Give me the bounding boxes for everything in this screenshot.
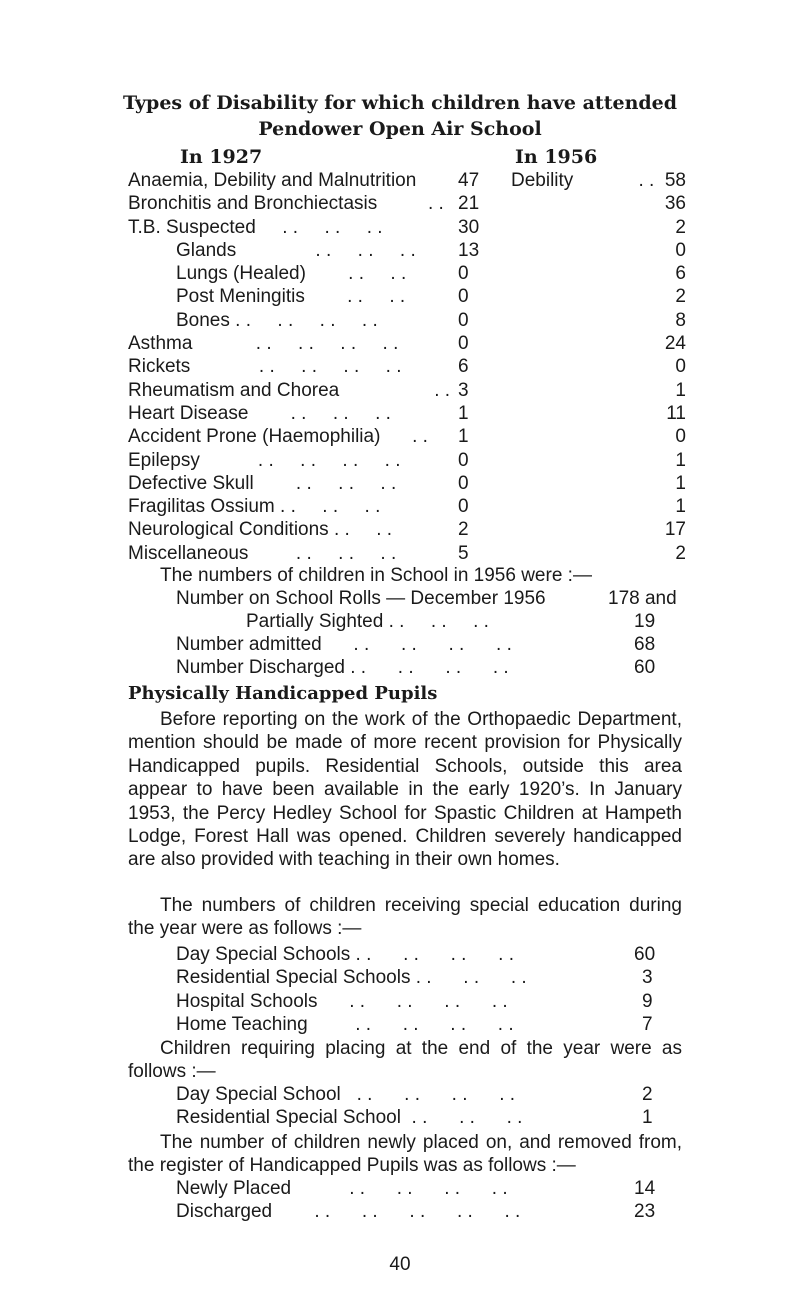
admitted-label <box>176 634 512 656</box>
dots: . . <box>364 496 381 518</box>
value-1927: 2 <box>458 519 469 541</box>
admitted-text: Number admitted <box>176 634 322 655</box>
dots: . . <box>282 216 299 238</box>
dots: . . <box>473 611 489 632</box>
dots: . . <box>349 1178 366 1199</box>
paragraph-2: The numbers of children receiving special education during the year were as follows :— <box>128 895 682 940</box>
list-item-text: Day Special School <box>176 1084 341 1105</box>
dots: . . <box>403 944 419 965</box>
dots: . . <box>396 990 413 1012</box>
value-1927-number: 21 <box>458 193 480 215</box>
dots: . . <box>504 1201 521 1223</box>
value-1956: 11 <box>666 402 686 424</box>
page-title-line-2: Pendower Open Air School <box>258 118 542 140</box>
dots: . . <box>492 657 509 678</box>
row-label-text: Defective Skull <box>128 472 254 494</box>
table-row <box>128 426 688 449</box>
value-1956: 1 <box>675 449 686 471</box>
value-1927: 1 <box>458 426 469 448</box>
row-label <box>176 240 416 262</box>
dots: . . <box>448 634 465 655</box>
dots: . . <box>322 496 339 518</box>
value-1956-number: 58 <box>664 170 686 191</box>
dots: . . <box>450 944 467 965</box>
paragraph-3: Children requiring placing at the end of the year were as follows :— <box>128 1038 682 1083</box>
dots: . . <box>409 1201 426 1223</box>
discharged-text: Number Discharged <box>176 657 345 678</box>
dots: . . <box>456 1201 473 1223</box>
paragraph-1: Before reporting on the work of the Orthopaedic Department, mention should be made of more recent provision for Physically Handicapped pupils. Residential Schools, outside this area appear to have been available in the early 1920’s. In January 1953, the Percy Hedley School for Spastic Children at Hampeth Lodge, Forest Hall was opened. Children severely handicapped are also provided with teaching in their own homes. <box>128 709 682 871</box>
dots: . . <box>389 286 406 308</box>
value-1927: 30 <box>458 216 480 238</box>
dots: . . <box>300 449 316 471</box>
dots: . . <box>342 449 359 471</box>
list-item-label <box>176 1014 514 1036</box>
table-row <box>128 356 688 379</box>
dots: . . <box>510 967 527 989</box>
row-label-text: Rheumatism and Chorea <box>128 379 340 401</box>
row-label <box>128 519 392 541</box>
dots: . . <box>385 356 402 378</box>
row-label-text: T.B. Suspected <box>128 216 256 238</box>
list-item-value: 1 <box>642 1107 653 1129</box>
list-item-label <box>176 1107 522 1129</box>
row-label <box>128 543 396 565</box>
row-label-text: Glands <box>176 239 237 261</box>
dots: . . <box>638 170 655 191</box>
dots: . . <box>428 193 444 215</box>
dots: . . <box>411 1107 428 1129</box>
dots: . . <box>277 309 294 331</box>
value-1956: 8 <box>675 309 686 331</box>
value-1956: 6 <box>675 263 686 285</box>
value-1927: 0 <box>458 309 469 331</box>
list-item-label <box>176 991 508 1013</box>
dots: . . <box>402 1014 419 1036</box>
row-label-text: Asthma <box>128 333 193 355</box>
value-1956: 24 <box>664 333 686 355</box>
value-1956: 0 <box>675 356 686 378</box>
row-label: Anaemia, Debility and Malnutrition <box>128 170 417 191</box>
value-1927: 0 <box>458 472 469 494</box>
page-title-line-1: Types of Disability for which children have attended <box>122 92 678 114</box>
list-item-value: 7 <box>642 1014 653 1036</box>
dots: . . <box>290 402 307 424</box>
admitted-value: 68 <box>634 634 656 655</box>
list-item-label <box>176 1201 520 1223</box>
table-row <box>128 450 688 473</box>
table-row <box>128 193 688 216</box>
dots: . . <box>404 1084 420 1105</box>
value-1927: 47 <box>458 170 480 191</box>
dots: . . <box>338 472 354 494</box>
value-1927: 5 <box>458 542 469 564</box>
value-1956: 1 <box>675 472 686 494</box>
value-1956: 1 <box>675 379 686 401</box>
list-item <box>176 967 656 990</box>
row-label-text: Heart Disease <box>128 402 249 424</box>
school-roll-value: 178 and <box>608 588 677 609</box>
dots: . . <box>430 611 447 632</box>
dots: . . <box>380 542 397 564</box>
table-row <box>128 286 688 309</box>
dots: . . <box>459 1107 475 1129</box>
list-item <box>176 1014 656 1037</box>
row-label <box>128 496 380 518</box>
value-1927 <box>428 193 498 215</box>
dots: . . <box>257 449 274 471</box>
table-row <box>128 496 688 519</box>
table-row <box>128 403 688 426</box>
row-label <box>128 450 401 472</box>
dots: . . <box>301 356 318 378</box>
table-row <box>128 473 688 496</box>
value-1927: 0 <box>458 333 469 355</box>
dots: . . <box>353 634 370 655</box>
discharged-label <box>176 657 509 679</box>
table-row <box>128 543 688 566</box>
dots: . . <box>366 216 383 238</box>
row-label-text: Post Meningitis <box>176 286 305 308</box>
list-item-value: 3 <box>642 967 653 989</box>
dots: . . <box>397 657 414 678</box>
register-list <box>176 1178 656 1225</box>
row-label-text: Miscellaneous <box>128 542 249 564</box>
dots: . . <box>375 402 391 424</box>
dots: . . <box>361 309 378 331</box>
page-number: 40 <box>389 1254 411 1275</box>
partially-sighted-label <box>246 611 489 633</box>
table-row <box>128 263 688 286</box>
dots: . . <box>295 472 312 494</box>
dots: . . <box>491 1178 508 1199</box>
school-roll-label: Number on School Rolls — December 1956 <box>176 588 546 609</box>
dots: . . <box>400 634 417 655</box>
value-1927: 0 <box>458 449 469 471</box>
list-item-label <box>176 1084 515 1106</box>
list-item-label <box>176 1178 508 1200</box>
row-label-text: Bones <box>176 309 230 331</box>
value-1956: 17 <box>664 519 686 541</box>
row-label <box>128 473 396 495</box>
dots: . . <box>347 286 363 308</box>
row-label-text: Neurological Conditions <box>128 519 329 541</box>
list-item-label <box>176 944 514 966</box>
dots: . . <box>255 333 272 355</box>
row-label <box>176 286 405 308</box>
value-1927: 3 <box>458 379 469 401</box>
value-1927: 0 <box>458 496 469 518</box>
label-1956: Debility <box>511 170 574 191</box>
row-label <box>128 333 398 355</box>
dots: . . <box>491 990 508 1012</box>
dots: . . <box>319 309 336 331</box>
dots: . . <box>314 1201 331 1223</box>
dots: . . <box>348 263 364 285</box>
value-1927: 13 <box>458 239 480 261</box>
list-item-text: Hospital Schools <box>176 990 318 1012</box>
value-1956: 2 <box>675 542 686 564</box>
dots: . . <box>380 472 397 494</box>
dots: . . <box>355 944 372 965</box>
dots: . . <box>361 1201 378 1223</box>
value-1927: 1 <box>458 402 469 424</box>
row-label-text: Fragilitas Ossium <box>128 496 275 518</box>
table-row <box>128 333 688 356</box>
list-item <box>176 1107 656 1130</box>
row-label-text: Epilepsy <box>128 449 200 471</box>
dots: . . <box>384 449 401 471</box>
list-item-text: Discharged <box>176 1201 273 1223</box>
list-item-value: 14 <box>634 1178 656 1199</box>
row-label: Bronchitis and Bronchiectasis <box>128 193 378 215</box>
partially-sighted-value: 19 <box>634 611 656 632</box>
value-1956: 1 <box>675 496 686 518</box>
dots: . . <box>399 239 416 261</box>
list-item <box>176 944 656 967</box>
partially-sighted-text: Partially Sighted <box>246 611 384 632</box>
list-item <box>176 1178 656 1201</box>
dots: . . <box>497 1014 514 1036</box>
section-heading: Physically Handicapped Pupils <box>128 683 438 704</box>
dots: . . <box>496 634 512 655</box>
dots: . . <box>235 309 251 331</box>
dots: . . <box>390 263 407 285</box>
list-item-value: 9 <box>642 990 653 1012</box>
table-row <box>128 170 688 193</box>
disability-table <box>128 170 688 566</box>
dots: . . <box>444 990 461 1012</box>
table-row <box>128 240 688 263</box>
column-header-1956: In 1956 <box>515 146 598 168</box>
dots: . . <box>434 379 451 401</box>
list-item-value: 2 <box>642 1084 653 1105</box>
dots: . . <box>444 1178 461 1199</box>
paragraph-4: The number of children newly placed on, and removed from, the register of Handicapped Pupils was as follows :— <box>128 1132 682 1177</box>
dots: . . <box>382 333 399 355</box>
value-1927: 0 <box>458 263 469 285</box>
dots: . . <box>333 519 350 541</box>
table-row <box>128 217 688 240</box>
dots: . . <box>350 657 367 678</box>
row-label <box>176 310 378 332</box>
list-item-text: Home Teaching <box>176 1014 308 1036</box>
value-1956 <box>608 170 686 192</box>
table-row <box>128 380 688 403</box>
dots: . . <box>412 426 428 448</box>
row-label <box>176 263 406 285</box>
dots: . . <box>324 216 341 238</box>
dots: . . <box>295 542 312 564</box>
row-label-text: Rickets <box>128 356 191 378</box>
row-label <box>128 426 428 448</box>
list-item <box>176 1201 656 1224</box>
value-1956: 0 <box>675 426 686 448</box>
dots: . . <box>349 990 366 1012</box>
dots: . . <box>376 519 393 541</box>
row-label-text: Lungs (Healed) <box>176 263 306 285</box>
list-item-text: Newly Placed <box>176 1178 292 1199</box>
dots: . . <box>450 1014 467 1036</box>
dots: . . <box>280 496 296 518</box>
table-row <box>128 310 688 333</box>
value-1956: 0 <box>675 239 686 261</box>
value-1927: 6 <box>458 356 469 378</box>
dots: . . <box>506 1107 523 1129</box>
table-row <box>128 519 688 542</box>
dots: . . <box>315 239 332 261</box>
row-label <box>128 356 402 378</box>
list-item <box>176 991 656 1014</box>
discharged-value: 60 <box>634 657 656 678</box>
list-item-label <box>176 967 527 989</box>
dots: . . <box>357 239 374 261</box>
list-item-text: Day Special Schools <box>176 944 351 965</box>
row-label <box>128 403 391 425</box>
list-item <box>176 1084 656 1107</box>
value-1956: 2 <box>675 286 686 308</box>
dots: . . <box>415 967 432 989</box>
dots: . . <box>258 356 275 378</box>
dots: . . <box>343 356 360 378</box>
dots: . . <box>298 333 314 355</box>
dots: . . <box>445 657 462 678</box>
row-label-text: Accident Prone (Haemophilia) <box>128 426 381 448</box>
dots: . . <box>338 542 355 564</box>
list-item-text: Residential Special School <box>176 1107 401 1129</box>
list-item-value: 23 <box>634 1201 656 1223</box>
dots: . . <box>355 1014 372 1036</box>
numbers-intro: The numbers of children in School in 1956 were :— <box>160 565 592 586</box>
row-label <box>128 217 383 239</box>
value-1956: 36 <box>664 193 686 215</box>
dots: . . <box>388 611 405 632</box>
dots: . . <box>332 402 349 424</box>
dots: . . <box>340 333 357 355</box>
column-header-1927: In 1927 <box>180 146 263 168</box>
dots: . . <box>499 1084 516 1105</box>
value-1927: 0 <box>458 286 469 308</box>
value-1956: 2 <box>675 216 686 238</box>
dots: . . <box>451 1084 468 1105</box>
dots: . . <box>498 944 514 965</box>
list-item-text: Residential Special Schools <box>176 967 411 989</box>
dots: . . <box>463 967 480 989</box>
placing-list <box>176 1084 656 1131</box>
dots: . . <box>356 1084 373 1105</box>
list-item-value: 60 <box>634 944 656 965</box>
special-education-list <box>176 944 656 1038</box>
row-label <box>128 380 450 402</box>
dots: . . <box>396 1178 413 1199</box>
